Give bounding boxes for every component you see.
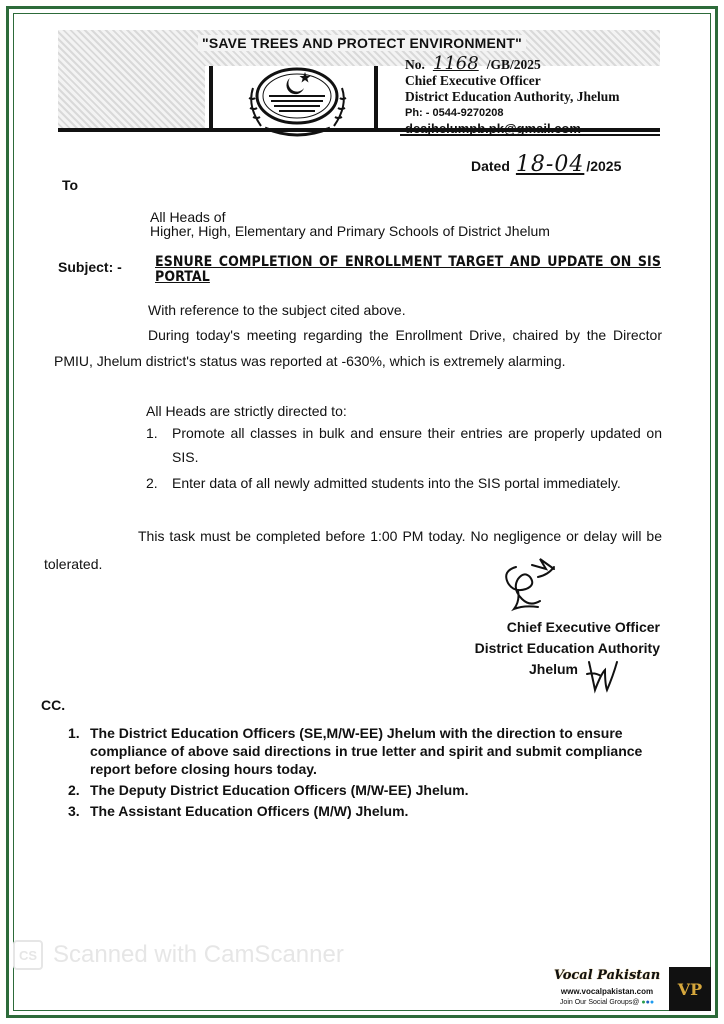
vocal-pakistan-logo-text: Vocal Pakistan — [553, 968, 661, 983]
cc-list — [68, 724, 668, 823]
to-label: To — [62, 177, 79, 193]
list-item: 1. The District Education Officers (SE,M/W-EE) Jhelum with the direction to ensure compliance of above said directions in true letter and spirit and submit compliance report before closing hours today. — [68, 725, 643, 777]
cc-label: CC. — [41, 697, 66, 713]
letterhead-divider-left — [209, 66, 213, 132]
camscanner-icon: CS — [13, 940, 43, 970]
list-item: 2. The Deputy District Education Officers (M/W-EE) Jhelum. — [68, 782, 469, 798]
vocal-pakistan-social: Join Our Social Groups@ ●●● — [559, 999, 655, 1006]
directions-list — [146, 421, 662, 495]
list-item: 2. Enter data of all newly admitted students into the SIS portal immediately. — [146, 475, 621, 491]
camscanner-watermark — [13, 940, 344, 970]
body-paragraph-meeting: During today's meeting regarding the Enrollment Drive, chaired by the Director PMIU, Jhelum district's status was reported at -630%, which is extremely alarming. — [54, 327, 662, 369]
signatory-district: Jhelum — [528, 661, 578, 677]
letter-number: No. 1168 /GB/2025 — [405, 53, 541, 74]
letterhead-office-block — [405, 53, 620, 137]
initials-image — [583, 658, 619, 694]
office-phone: Ph: - 0544-9270208 — [405, 107, 504, 119]
signatory-block — [440, 617, 660, 680]
addressee-line-1: All Heads of — [150, 209, 226, 225]
vocal-pakistan-url: www.vocalpakistan.com — [560, 987, 654, 996]
letterhead-divider-right — [374, 66, 378, 132]
list-item: 1. Promote all classes in bulk and ensure their entries are properly updated on SIS. — [146, 425, 662, 465]
office-name: District Education Authority, Jhelum — [405, 89, 620, 104]
date-line: Dated 18-04 /2025 — [471, 152, 622, 177]
office-title: Chief Executive Officer — [405, 73, 541, 88]
punjab-government-emblem-icon — [235, 58, 360, 142]
signatory-authority: District Education Authority — [474, 640, 660, 656]
signature-image — [488, 557, 568, 617]
signatory-title: Chief Executive Officer — [506, 619, 660, 635]
addressee-line-2: Higher, High, Elementary and Primary Schools of District Jhelum — [150, 223, 550, 239]
list-item: 3. The Assistant Education Officers (M/W) Jhelum. — [68, 803, 409, 819]
office-email: deajhelumpb.pk@gmail.com — [405, 121, 581, 136]
camscanner-text: Scanned with CamScanner — [53, 941, 344, 968]
body-directive-intro: All Heads are strictly directed to: — [146, 403, 347, 419]
date-handwritten: 18-04 — [515, 152, 585, 177]
vocal-pakistan-badge-icon: VP — [669, 967, 711, 1011]
subject-label: Subject: - — [58, 259, 122, 275]
body-paragraph-reference: With reference to the subject cited above. — [148, 302, 406, 318]
letter-number-handwritten: 1168 — [432, 53, 479, 74]
letterhead-slogan: "SAVE TREES AND PROTECT ENVIRONMENT" — [0, 35, 724, 51]
social-icons: ● — [641, 999, 646, 1006]
subject-text: ESNURE COMPLETION OF ENROLLMENT TARGET AND UPDATE ON SIS PORTAL — [155, 254, 661, 285]
body-paragraph-deadline: This task must be completed before 1:00 PM today. No negligence or delay will be tolerated. — [44, 528, 662, 572]
